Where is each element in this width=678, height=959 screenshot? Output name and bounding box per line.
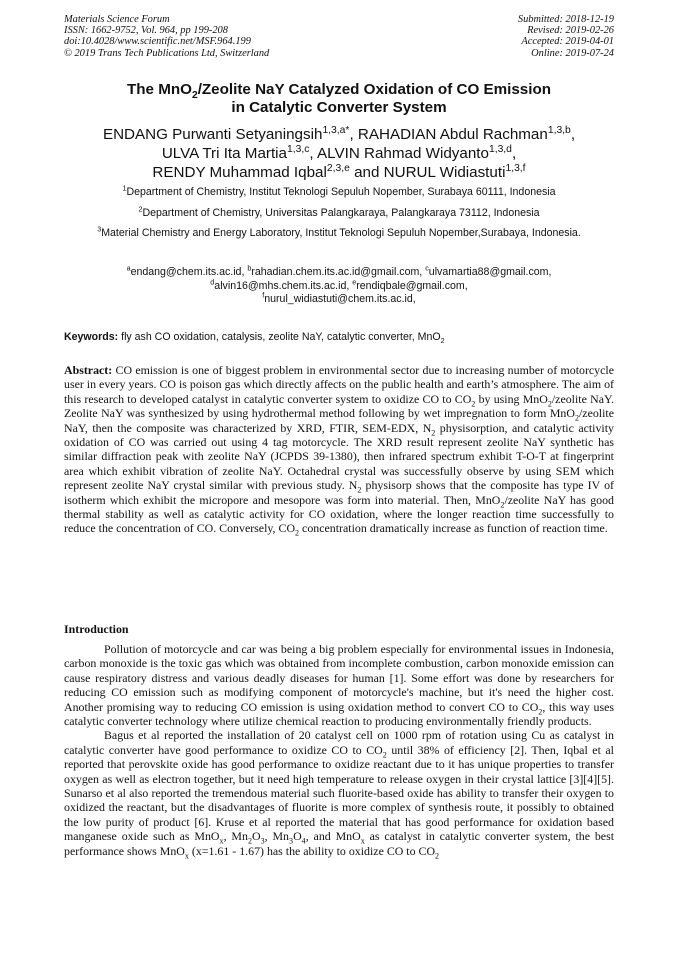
- date-revised: Revised: 2019-02-26: [527, 25, 614, 37]
- date-accepted: Accepted: 2019-04-01: [521, 36, 614, 48]
- email-link[interactable]: alvin16@mhs.chem.its.ac.id,: [214, 279, 353, 292]
- journal-name: Materials Science Forum: [64, 14, 170, 25]
- section-heading-introduction: Introduction: [64, 622, 129, 636]
- journal-copyright: © 2019 Trans Tech Publications Ltd, Switzerland: [64, 47, 270, 59]
- author-name: ULVA Tri Ita Martia: [161, 145, 288, 162]
- author-emails: $^a$endang@chem.its.ac.id, $^b$rahadian.chem.its.ac.id@gmail.com, $^c$ulvamartia88@gmail.com, $^d$alvin16@mhs.chem.its.ac.id, $^e$rendiqbale@gmail.com, $^f$nurul_widiastuti@chem.its.ac.id,: [126, 263, 552, 305]
- affiliation: $^3$Material Chemistry and Energy Laboratory, Institut Teknologi Sepuluh Nopember,Surabaya, Indonesia.: [97, 224, 581, 239]
- journal-doi: doi:10.4028/www.scientific.net/MSF.964.199: [64, 36, 251, 48]
- email-link[interactable]: rahadian.chem.its.ac.id@gmail.com,: [251, 266, 426, 278]
- date-online: Online: 2019-07-24: [531, 47, 614, 59]
- journal-issn: ISSN: 1662-9752, Vol. 964, pp 199-208: [64, 25, 228, 37]
- publication-dates: [518, 14, 614, 59]
- email-link[interactable]: nurul_widiastuti@chem.its.ac.id,: [264, 293, 416, 305]
- affiliation: $^1$Department of Chemistry, Institut Teknologi Sepuluh Nopember, Surabaya 60111, Indonesia: [122, 183, 556, 198]
- author-name: RENDY Muhammad Iqbal: [152, 164, 327, 181]
- abstract: Abstract: CO emission is one of biggest problem in environmental sector due to increasing number of motorcycle user in every years. CO is poison gas which directly affects on the public health and earth’s atmosphere. The aim of this research to developed catalyst in catalytic converter system to oxidize CO to $CO_2$ by using MnO$_2$/zeolite NaY. Zeolite NaY was synthesized by using hydrothermal method following by wet impregnation to form MnO$_2$/zeolite NaY, then the composite was characterized by XRD, FTIR, SEM-EDX, $N_2$ physisorption, and catalytic activity oxidation of CO was carried out using 4 tag motorcycle. The XRD result represent zeolite NaY synthetic has similar diffraction peak with zeolite NaY (JCPDS 39-1380), then infrared spectrum exhibit T-O-T at fingerprint area which exhibit vibration of zeolite NaY. Octahedral crystal was successfully observe by using SEM which represent zeolite NaY crystal similar with previous study. $N_2$ physisorp shows that the composite has type IV of isotherm which exhibit the micropore and mesopore was form into material. Then, MnO$_2$/zeolite NaY has good thermal stability as well as catalytic activity for CO oxidation, where the longer reaction time successfully to reduce the concentration of CO. Conversely, $CO_2$ concentration dramatically increase as function of reaction time.: [64, 363, 614, 538]
- paragraph: Pollution of motorcycle and car was being a big problem especially for environmental issues in Indonesia, carbon monoxide is the toxic gas which was obtained from incomplete combustion, carbon monoxide emission can cause respiratory distress and various deadly diseases for human [1]. Some effort was done by researchers for reducing CO emission such as modifying component of motorcycle's machine, but it's need the higher cost. Another promising way to reducing CO emission is using oxidation method to convert CO to $CO_2$, this way uses catalytic converter technology where utilize chemical reaction to producing environmentally friendly products.: [64, 642, 615, 729]
- affiliations: [70, 183, 608, 248]
- paragraph: Bagus et al reported the installation of 20 catalyst cell on 1000 rpm of rotation using Cu as catalyst in catalytic converter have good performance to oxidize CO to $CO_2$ until 38% of efficiency [2]. Then, Iqbal et al reported that perovskite oxide has good performance to oxidize reactant due to it has unique properties to transfer oxygen as well as electron together, but it need high temperature to release oxygen in their crystal lattice [3][4][5]. Sunarso et al also reported the tremendous material such fluorite-based oxide has ability to transfer their oxygen to oxidized the reactant, but the disadvantages of fluorite is more complex of synthesis route, it possibly to obtained the low purity of product [6]. Kruse et al reported the material that has good performance for oxidation based manganese oxide such as MnO$_x$, $Mn_2O_3$, $Mn_3O_4$, and MnO$_x$ as catalyst in catalytic converter system, the best performance shows MnO$_x$ (x=1.61 - 1.67) has the ability to oxidize CO to $CO_2$: [64, 728, 615, 861]
- affiliation: $^2$Department of Chemistry, Universitas Palangkaraya, Palangkaraya 73112, Indonesia: [138, 203, 540, 219]
- email-link[interactable]: endang@chem.its.ac.id,: [130, 266, 248, 278]
- email-link[interactable]: ulvamartia88@gmail.com,: [428, 266, 552, 278]
- email-link[interactable]: rendiqbale@gmail.com,: [356, 279, 468, 292]
- author-name: NURUL Widiastuti: [383, 164, 506, 181]
- author-name: ENDANG Purwanti Setyaningsih: [102, 126, 323, 143]
- author-list: ENDANG Purwanti Setyaningsih$^{1,3,a*}$, RAHADIAN Abdul Rachman$^{1,3,b}$, ULVA Tri Ita Martia$^{1,3,c}$, ALVIN Rahmad Widyanto$^{1,3,d}$, RENDY Muhammad Iqbal$^{2,3,e}$ and NURUL Widiastuti$^{1,3,f}$: [102, 124, 576, 181]
- keywords-label: Keywords:: [64, 331, 119, 343]
- author-name: ALVIN Rahmad Widyanto: [317, 145, 489, 162]
- date-submitted: Submitted: 2018-12-19: [517, 14, 614, 25]
- paper-title: The MnO$_2$/Zeolite NaY Catalyzed Oxidation of CO Emission in Catalytic Converter System: [126, 81, 552, 116]
- abstract-label: Abstract:: [64, 363, 113, 377]
- paper-title-line2: in Catalytic Converter System: [231, 99, 447, 116]
- introduction-body: [64, 642, 615, 861]
- keywords: Keywords: fly ash CO oxidation, catalysis, zeolite NaY, catalytic converter, MnO$_2$: [64, 331, 445, 346]
- author-name: RAHADIAN Abdul Rachman: [357, 126, 548, 143]
- journal-info: [64, 14, 269, 59]
